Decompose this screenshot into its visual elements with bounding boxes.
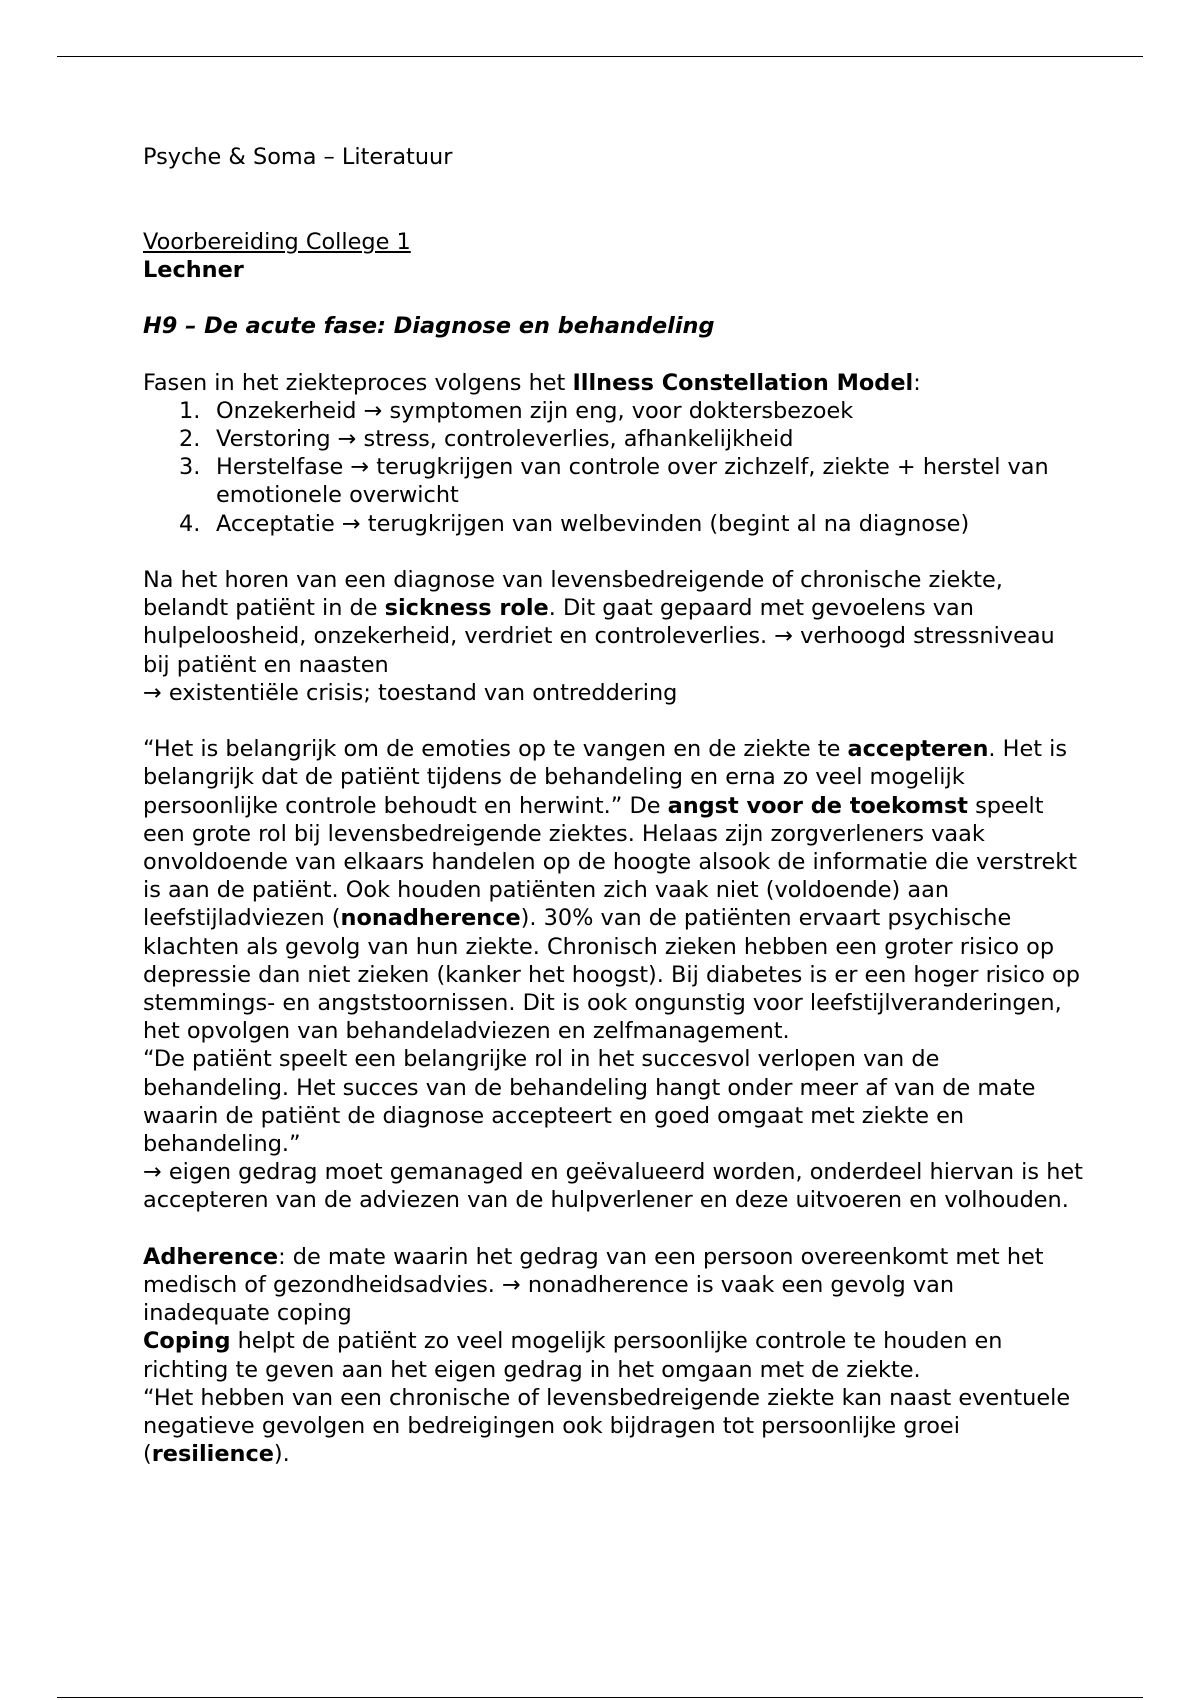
list-item: 4. Acceptatie → terugkrijgen van welbevinden (begint al na diagnose) [179, 510, 970, 537]
document-body [143, 143, 1083, 1468]
paragraph-acceptance: “Het is belangrijk om de emoties op te vangen en de ziekte te accepteren. Het is belangrijk dat de patiënt tijdens de behandeling en erna zo veel mogelijk persoonlijke controle behoudt en herwint.” De angst voor de toekomst speelt een grote rol bij levensbedreigende ziektes. Helaas zijn zorgverleners vaak onvoldoende van elkaars handelen op de hoogte alsook de informatie die verstrekt is aan de patiënt. Ook houden patiënten zich vaak niet (voldoende) aan leefstijladviezen (nonadherence). 30% van de patiënten ervaart psychische klachten als gevolg van hun ziekte. Chronisch zieken hebben een groter risico op depressie dan niet zieken (kanker het hoogst). Bij diabetes is er een hoger risico op stemmings- en angststoornissen. Dit is ook ongunstig voor leefstijlveranderingen, het opvolgen van behandeladviezen en zelfmanagement. [143, 736, 1080, 1045]
paragraph-quote-patient-role: “De patiënt speelt een belangrijke rol in het succesvol verlopen van de behandeling. Het succes van de behandeling hangt onder meer af van de mate waarin de patiënt de diagnose accepteert en goed omgaat met ziekte en behandeling.” [143, 1046, 1036, 1158]
intro-line: Fasen in het ziekteproces volgens het Illness Constellation Model: [143, 369, 921, 396]
list-item: 2. Verstoring → stress, controleverlies, afhankelijkheid [179, 425, 794, 452]
author-name: Lechner [143, 256, 244, 283]
list-item: 3. Herstelfase → terugkrijgen van controle over zichzelf, ziekte + herstel van emotionele overwicht [179, 454, 1049, 509]
paragraph-crisis: → existentiële crisis; toestand van ontreddering [143, 679, 678, 706]
top-rule [57, 56, 1143, 57]
section-label: Voorbereiding College 1 [143, 228, 411, 255]
paragraph-resilience: “Het hebben van een chronische of levensbedreigende ziekte kan naast eventuele negatieve gevolgen en bedreigingen ook bijdragen tot persoonlijke groei (resilience). [143, 1384, 1071, 1468]
list-item: 1. Onzekerheid → symptomen zijn eng, voor doktersbezoek [179, 397, 854, 424]
bottom-rule [57, 1697, 1143, 1698]
paragraph-own-behaviour: → eigen gedrag moet gemanaged en geëvalueerd worden, onderdeel hiervan is het accepteren van de adviezen van de hulpverlener en deze uitvoeren en volhouden. [143, 1159, 1083, 1214]
paragraph-adherence: Adherence: de mate waarin het gedrag van een persoon overeenkomt met het medisch of gezondheidsadvies. → nonadherence is vaak een gevolg van inadequate coping [143, 1243, 1044, 1327]
phase-list [143, 397, 1083, 538]
chapter-heading: H9 – De acute fase: Diagnose en behandeling [143, 313, 715, 340]
paragraph-coping: Coping helpt de patiënt zo veel mogelijk persoonlijke controle te houden en richting te geven aan het eigen gedrag in het omgaan met de ziekte. [143, 1328, 1003, 1383]
paragraph-sickness-role: Na het horen van een diagnose van levensbedreigende of chronische ziekte, belandt patiënt in de sickness role. Dit gaat gepaard met gevoelens van hulpeloosheid, onzekerheid, verdriet en controleverlies. → verhoogd stressniveau bij patiënt en naasten [143, 566, 1055, 678]
doc-title: Psyche & Soma – Literatuur [143, 144, 453, 170]
